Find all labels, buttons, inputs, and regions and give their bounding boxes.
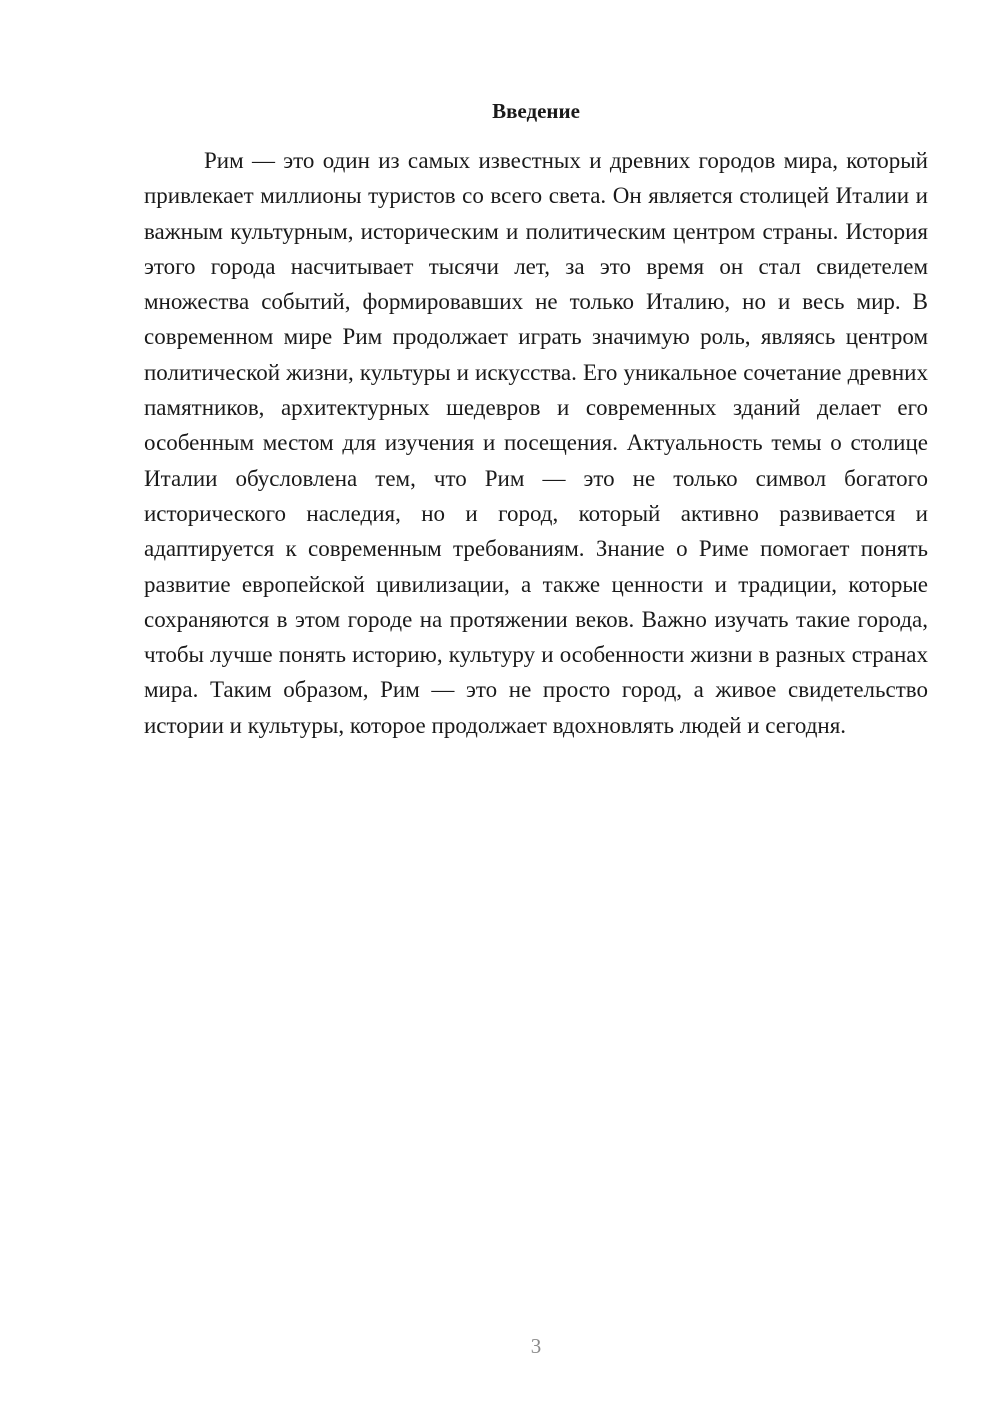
page-number: 3 [530, 1334, 542, 1358]
section-heading: Введение [492, 99, 580, 123]
body-paragraph: Рим — это один из самых известных и древних городов мира, который привлекает миллионы туристов со всего света. Он является столицей Италии и важным культурным, историческим и политическим центром страны. История этого города насчитывает тысячи лет, за это время он стал свидетелем множества событий, формировавших не только Италию, но и весь мир. В современном мире Рим продолжает играть значимую роль, являясь центром политической жизни, культуры и искусства. Его уникальное сочетание древних памятников, архитектурных шедевров и современных зданий делает его особенным местом для изучения и посещения. Актуальность темы о столице Италии обусловлена тем, что Рим — это не только символ богатого исторического наследия, но и город, который активно развивается и адаптируется к современным требованиям. Знание о Риме помогает понять развитие европейской цивилизации, а также ценности и традиции, которые сохраняются в этом городе на протяжении веков. Важно изучать такие города, чтобы лучше понять историю, культуру и особенности жизни в разных странах мира. Таким образом, Рим — это не просто город, а живое свидетельство истории и культуры, которое продолжает вдохновлять людей и сегодня. [144, 148, 928, 738]
